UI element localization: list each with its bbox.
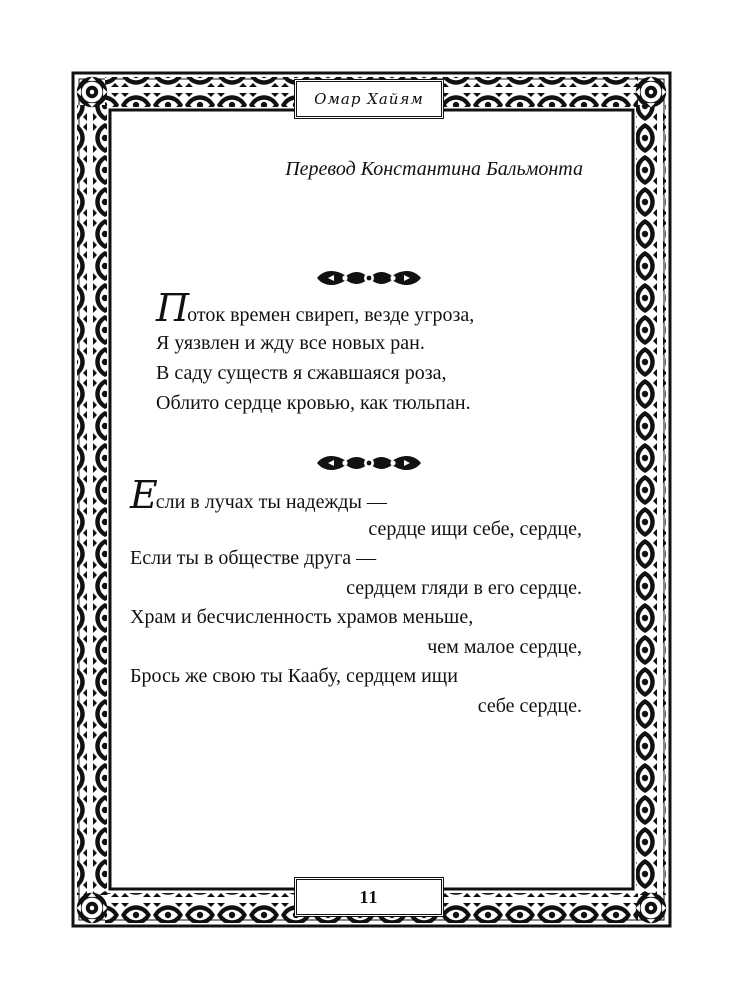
poem-line: Если ты в обществе друга — [130,547,377,569]
poem-line-continued: сердце ищи себе, сердце, [368,517,582,540]
running-header-title: Омар Хайям [314,90,424,108]
poem-line: Храм и бесчисленность храмов меньше, [130,606,474,628]
poem-line-continued: себе сердце. [477,694,582,717]
page-number: 11 [359,886,379,907]
quatrain-1 [156,286,475,418]
section-ornament-middle [314,452,424,474]
poem-line-continued: сердцем гляди в его сердце. [346,576,582,599]
translator-credit: Перевод Константина Бальмонта [285,158,583,180]
poem-line: Облито сердце кровью, как тюльпан. [156,392,471,414]
drop-cap-initial: Е [130,473,156,517]
poem-line: Поток времен свиреп, везде угроза, [156,286,475,330]
running-header [294,79,444,119]
page-number-box [294,877,444,917]
poem-line: Я уязвлен и жду все новых ран. [156,332,425,354]
drop-cap-initial: П [156,286,188,330]
poem-2 [130,473,582,721]
poem-line: Брось же свою ты Каабу, сердцем ищи [130,665,458,687]
poem-line: В саду существ я сжавшаяся роза, [156,362,447,384]
poem-line: Если в лучах ты надежды — [130,473,387,517]
section-ornament-top [314,267,424,289]
poem-line-continued: чем малое сердце, [427,635,582,658]
